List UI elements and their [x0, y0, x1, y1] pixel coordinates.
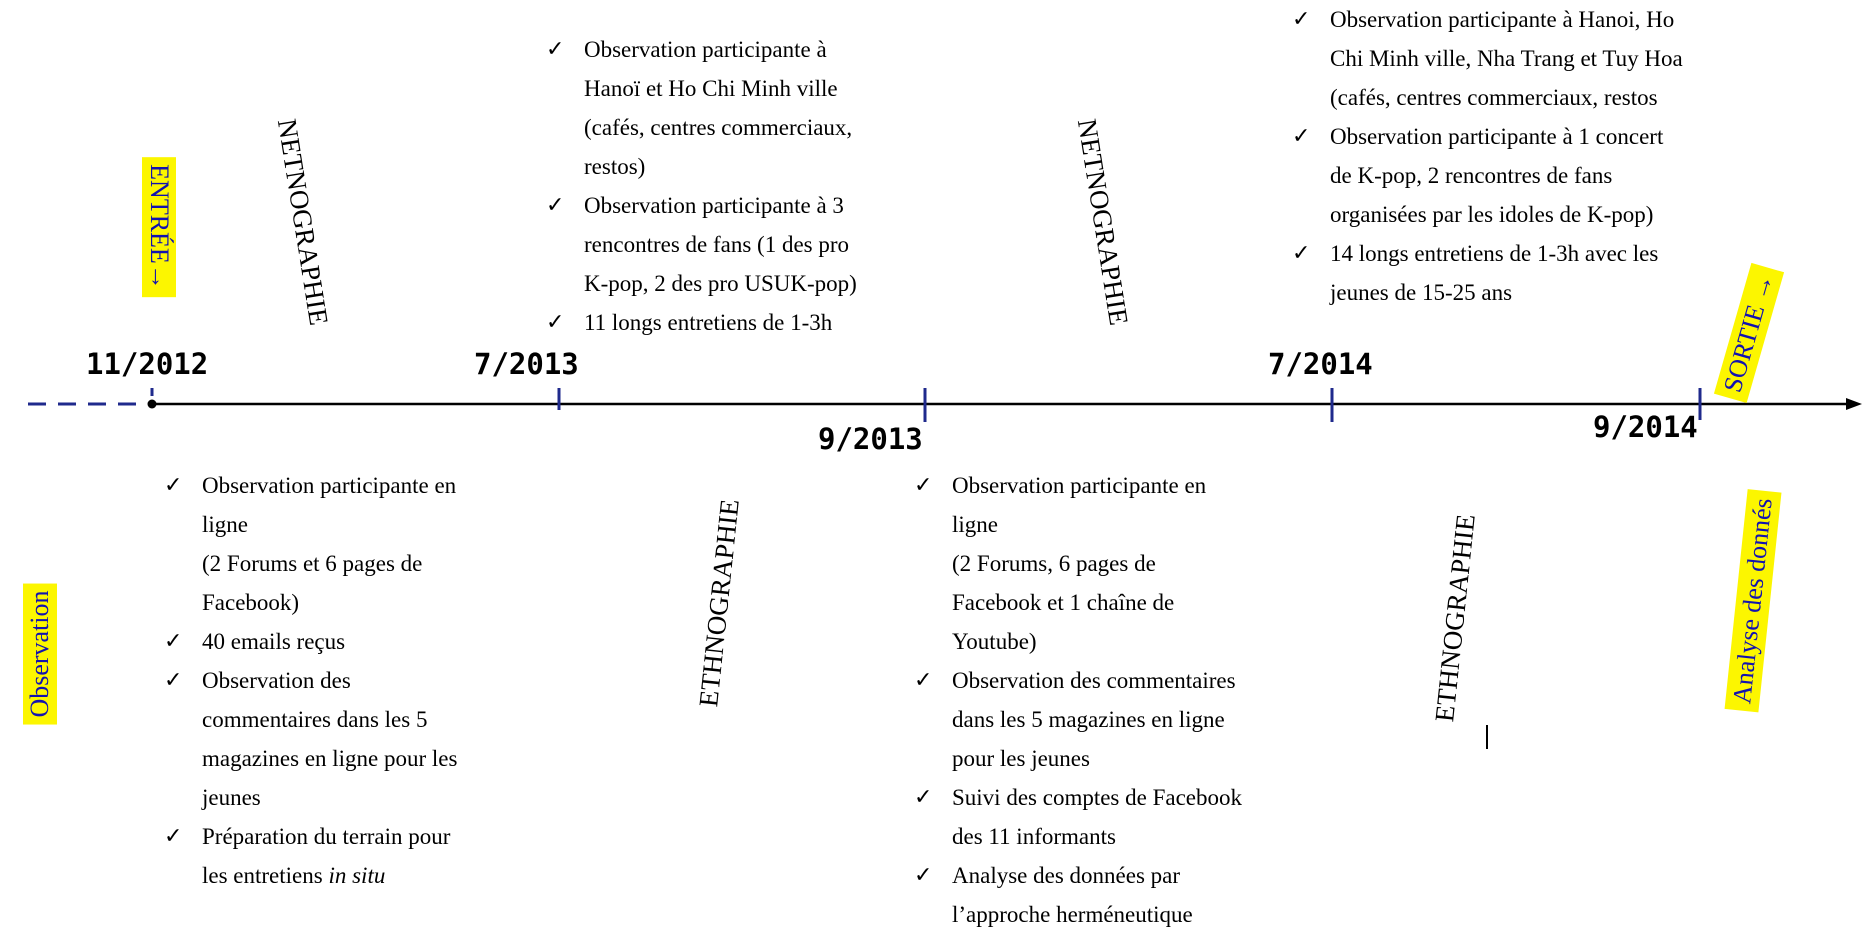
timeline-arrowhead [1846, 398, 1862, 410]
list-item-line: commentaires dans les 5 [202, 707, 428, 732]
timeline-start-dot [148, 400, 157, 409]
list-item-line: (cafés, centres commerciaux, restos [1330, 85, 1658, 110]
list-item [914, 466, 1242, 661]
list-item-line: les entretiens in situ [202, 863, 386, 888]
list-item-line: ✓ Observation participante en [202, 473, 457, 498]
list-item [914, 856, 1242, 934]
list-item [914, 661, 1242, 778]
date-2013-9: 9/2013 [818, 422, 923, 456]
text-cursor [1486, 725, 1488, 749]
list-item-line: dans les 5 magazines en ligne [952, 707, 1225, 732]
list-item-line: ✓ 14 longs entretiens de 1-3h avec les [1330, 241, 1659, 266]
list-item [546, 303, 857, 342]
tag-analyse: Analyse des donnés [1725, 490, 1782, 713]
list-item [546, 186, 857, 303]
list-item-line: K-pop, 2 des pro USUK-pop) [584, 271, 857, 296]
list-item-line: (cafés, centres commerciaux, [584, 115, 853, 140]
list-item [164, 466, 457, 622]
list-item [546, 30, 857, 186]
list-item [164, 661, 457, 817]
list-item-line: Chi Minh ville, Nha Trang et Tuy Hoa [1330, 46, 1683, 71]
list-item-line: (2 Forums et 6 pages de [202, 551, 423, 576]
list-item-line: ✓ Observation des commentaires [952, 668, 1236, 693]
tag-observation: Observation [23, 583, 57, 724]
list-item [1292, 117, 1683, 234]
date-2013-7: 7/2013 [474, 347, 579, 381]
list-item-line: Facebook et 1 chaîne de [952, 590, 1175, 615]
list-item-line: (2 Forums, 6 pages de [952, 551, 1156, 576]
list-item-line: ✓ Préparation du terrain pour [202, 824, 451, 849]
activities-list-bottom-2013 [914, 466, 1242, 934]
italic-term: in situ [328, 863, 386, 888]
tag-entree: ENTRÉE→ [142, 157, 176, 297]
list-item [914, 778, 1242, 856]
list-item-line: organisées par les idoles de K-pop) [1330, 202, 1654, 227]
activities-list-top-2013 [546, 30, 857, 342]
phase-netnographie-2: NETNOGRAPHIE [1071, 116, 1135, 328]
list-item-line: ✓ Analyse des données par [952, 863, 1181, 888]
list-item-line: ✓ Observation participante à 1 concert [1330, 124, 1664, 149]
list-item-line: rencontres de fans (1 des pro [584, 232, 850, 257]
date-2012-11: 11/2012 [86, 347, 209, 381]
tag-sortie: SORTIE → [1714, 263, 1784, 403]
list-item-line: ✓ Observation des [202, 668, 351, 693]
list-item-line: jeunes de 15-25 ans [1330, 280, 1513, 305]
list-item [1292, 0, 1683, 117]
list-item-line: des 11 informants [952, 824, 1116, 849]
list-item-line: restos) [584, 154, 646, 179]
list-item-line: Facebook) [202, 590, 300, 615]
phase-ethnographie-1: ETHNOGRAPHIE [693, 497, 745, 709]
phase-netnographie-1: NETNOGRAPHIE [271, 116, 335, 328]
list-item-line: ✓ Observation participante à Hanoi, Ho [1330, 7, 1675, 32]
list-item-line: magazines en ligne pour les [202, 746, 458, 771]
list-item-line: Hanoï et Ho Chi Minh ville [584, 76, 838, 101]
list-item-line: pour les jeunes [952, 746, 1090, 771]
list-item-line: ligne [202, 512, 248, 537]
list-item-line: jeunes [202, 785, 261, 810]
list-item-line: Youtube) [952, 629, 1037, 654]
list-item-line: ✓ 40 emails reçus [202, 629, 346, 654]
list-item [164, 817, 457, 895]
activities-list-bottom-2012 [164, 466, 457, 895]
list-item [1292, 234, 1683, 312]
date-2014-9: 9/2014 [1593, 410, 1698, 444]
list-item-line: de K-pop, 2 rencontres de fans [1330, 163, 1613, 188]
list-item-line: l’approche herméneutique [952, 902, 1193, 927]
list-item-line: ✓ 11 longs entretiens de 1-3h [584, 310, 833, 335]
list-item-line: ligne [952, 512, 998, 537]
date-2014-7: 7/2014 [1268, 347, 1373, 381]
activities-list-top-2014 [1292, 0, 1683, 312]
list-item-line: ✓ Observation participante à 3 [584, 193, 844, 218]
list-item-line: ✓ Suivi des comptes de Facebook [952, 785, 1243, 810]
list-item-line: ✓ Observation participante à [584, 37, 827, 62]
list-item [164, 622, 457, 661]
list-item-line: ✓ Observation participante en [952, 473, 1207, 498]
phase-ethnographie-2: ETHNOGRAPHIE [1429, 512, 1481, 724]
